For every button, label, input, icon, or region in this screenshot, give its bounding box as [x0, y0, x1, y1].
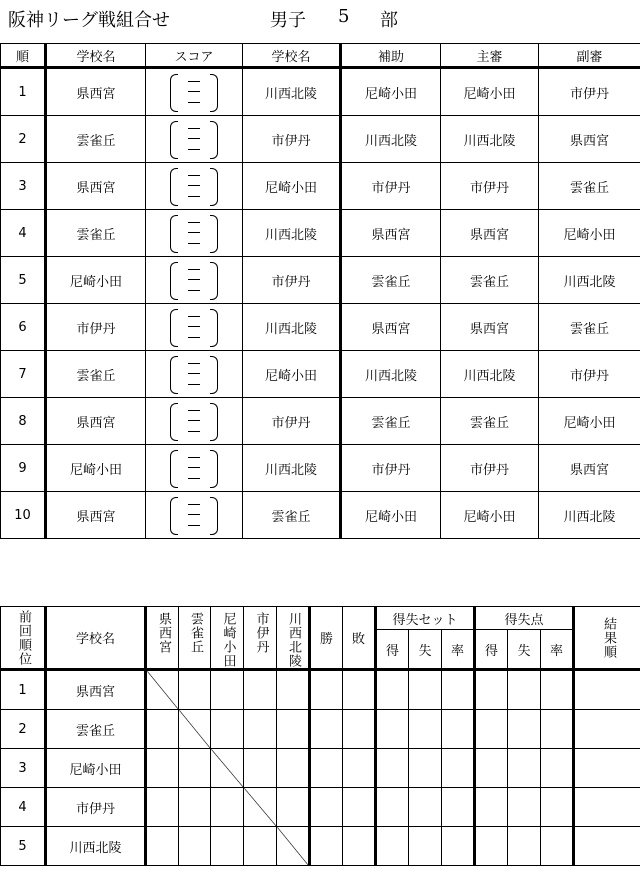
set-lost-cell	[409, 749, 442, 788]
team1-cell: 雲雀丘	[46, 116, 146, 163]
left-bracket	[170, 121, 178, 159]
self-match-cell	[277, 827, 310, 866]
score-line-3	[188, 478, 200, 479]
referee-cell: 尼崎小田	[441, 492, 539, 539]
school-cell: 雲雀丘	[46, 710, 146, 749]
header-no: 順	[1, 44, 46, 68]
opponent-header-text: 雲雀丘	[187, 612, 203, 654]
final-rank-cell	[574, 788, 640, 827]
score-box[interactable]	[146, 257, 242, 303]
result-cell	[211, 710, 244, 749]
aux-cell: 県西宮	[341, 210, 441, 257]
division-label: 男子	[270, 10, 306, 31]
score-cell[interactable]	[146, 398, 243, 445]
score-box[interactable]	[146, 398, 242, 444]
final-rank-cell	[574, 670, 640, 710]
set-won-cell	[376, 749, 409, 788]
prev-rank-cell: 1	[1, 670, 46, 710]
team1-cell: 県西宮	[46, 163, 146, 210]
left-bracket	[170, 356, 178, 394]
assistant-cell: 尼崎小田	[539, 398, 640, 445]
match-number: 4	[1, 210, 46, 257]
opponent-header	[244, 607, 277, 670]
point-lost-cell	[508, 670, 541, 710]
league-title: 阪神リーグ戦組合せ	[8, 10, 170, 31]
set-lost-cell	[409, 788, 442, 827]
aux-cell: 市伊丹	[341, 445, 441, 492]
team2-cell: 尼崎小田	[243, 163, 341, 210]
score-line-3	[188, 149, 200, 150]
point-group-header: 得失点	[475, 607, 574, 630]
result-cell	[277, 749, 310, 788]
score-line-3	[188, 337, 200, 338]
losses-cell	[343, 749, 376, 788]
team1-cell: 尼崎小田	[46, 257, 146, 304]
referee-cell: 市伊丹	[441, 163, 539, 210]
result-cell	[277, 670, 310, 710]
score-line-1	[188, 175, 200, 176]
header-score: スコア	[146, 44, 243, 68]
wins-cell	[310, 749, 343, 788]
prev-rank-cell: 5	[1, 827, 46, 866]
assistant-cell: 雲雀丘	[539, 304, 640, 351]
sub-header: 得	[475, 630, 508, 670]
match-row	[1, 116, 640, 163]
set-won-cell	[376, 710, 409, 749]
score-box[interactable]	[146, 69, 242, 115]
point-won-cell	[475, 710, 508, 749]
set-rate-cell	[442, 827, 475, 866]
assistant-cell: 県西宮	[539, 445, 640, 492]
right-bracket	[210, 450, 218, 488]
school-cell: 市伊丹	[46, 788, 146, 827]
school-header: 学校名	[46, 607, 146, 670]
score-line-2	[188, 279, 200, 280]
aux-cell: 県西宮	[341, 304, 441, 351]
score-line-2	[188, 373, 200, 374]
score-box[interactable]	[146, 304, 242, 350]
left-bracket	[170, 215, 178, 253]
match-row	[1, 163, 640, 210]
result-cell	[277, 788, 310, 827]
match-row	[1, 304, 640, 351]
left-bracket	[170, 450, 178, 488]
score-line-1	[188, 457, 200, 458]
score-cell[interactable]	[146, 492, 243, 539]
point-rate-cell	[541, 827, 574, 866]
assistant-cell: 県西宮	[539, 116, 640, 163]
match-row	[1, 445, 640, 492]
referee-cell: 川西北陵	[441, 351, 539, 398]
sub-header: 率	[541, 630, 574, 670]
set-rate-cell	[442, 670, 475, 710]
opponent-header-text: 尼崎小田	[220, 612, 236, 668]
self-match-cell	[211, 749, 244, 788]
set-rate-cell	[442, 749, 475, 788]
score-line-3	[188, 196, 200, 197]
match-number: 2	[1, 116, 46, 163]
header-school-2: 学校名	[243, 44, 341, 68]
score-line-2	[188, 232, 200, 233]
team2-cell: 市伊丹	[243, 257, 341, 304]
set-won-cell	[376, 788, 409, 827]
referee-cell: 川西北陵	[441, 116, 539, 163]
prev-rank-cell: 2	[1, 710, 46, 749]
result-cell	[146, 827, 179, 866]
match-row	[1, 492, 640, 539]
score-line-3	[188, 384, 200, 385]
match-row	[1, 68, 640, 116]
score-line-2	[188, 467, 200, 468]
losses-cell	[343, 827, 376, 866]
referee-cell: 雲雀丘	[441, 398, 539, 445]
result-cell	[244, 670, 277, 710]
point-won-cell	[475, 670, 508, 710]
set-rate-cell	[442, 788, 475, 827]
result-cell	[211, 788, 244, 827]
school-cell: 尼崎小田	[46, 749, 146, 788]
result-header	[574, 607, 640, 670]
self-match-cell	[179, 710, 211, 749]
score-line-1	[188, 363, 200, 364]
header-aux: 補助	[341, 44, 441, 68]
team1-cell: 県西宮	[46, 492, 146, 539]
aux-cell: 雲雀丘	[341, 257, 441, 304]
score-line-1	[188, 316, 200, 317]
left-bracket	[170, 497, 178, 535]
aux-cell: 川西北陵	[341, 351, 441, 398]
result-cell	[179, 788, 211, 827]
set-rate-cell	[442, 710, 475, 749]
score-box[interactable]	[146, 445, 242, 491]
standings-row	[1, 670, 640, 710]
page-title	[0, 6, 640, 30]
opponent-header-text: 県西宮	[155, 612, 171, 654]
prev-rank-cell: 3	[1, 749, 46, 788]
header-school-1: 学校名	[46, 44, 146, 68]
result-cell	[146, 710, 179, 749]
result-header-text: 結果順	[600, 616, 616, 659]
left-bracket	[170, 309, 178, 347]
score-line-1	[188, 269, 200, 270]
match-number: 8	[1, 398, 46, 445]
wins-cell	[310, 710, 343, 749]
score-line-3	[188, 431, 200, 432]
point-lost-cell	[508, 710, 541, 749]
set-lost-cell	[409, 827, 442, 866]
opponent-header-text: 川西北陵	[285, 612, 301, 668]
header-assistant: 副審	[539, 44, 640, 68]
right-bracket	[210, 74, 218, 112]
standings-header-row	[1, 607, 640, 630]
result-cell	[211, 827, 244, 866]
final-rank-cell	[574, 749, 640, 788]
score-cell[interactable]	[146, 445, 243, 492]
assistant-cell: 雲雀丘	[539, 163, 640, 210]
score-cell[interactable]	[146, 304, 243, 351]
score-line-2	[188, 185, 200, 186]
result-cell	[211, 670, 244, 710]
result-cell	[146, 788, 179, 827]
result-cell	[244, 749, 277, 788]
match-number: 7	[1, 351, 46, 398]
result-cell	[244, 827, 277, 866]
right-bracket	[210, 356, 218, 394]
point-rate-cell	[541, 710, 574, 749]
assistant-cell: 市伊丹	[539, 351, 640, 398]
match-row	[1, 351, 640, 398]
team2-cell: 尼崎小田	[243, 351, 341, 398]
right-bracket	[210, 262, 218, 300]
match-schedule-table	[0, 43, 640, 539]
set-group-header: 得失セット	[376, 607, 475, 630]
referee-cell: 県西宮	[441, 210, 539, 257]
score-cell[interactable]	[146, 116, 243, 163]
team2-cell: 市伊丹	[243, 398, 341, 445]
team2-cell: 川西北陵	[243, 445, 341, 492]
team1-cell: 雲雀丘	[46, 210, 146, 257]
final-rank-cell	[574, 827, 640, 866]
team2-cell: 川西北陵	[243, 304, 341, 351]
score-line-2	[188, 326, 200, 327]
match-number: 1	[1, 68, 46, 116]
referee-cell: 県西宮	[441, 304, 539, 351]
score-box[interactable]	[146, 351, 242, 397]
result-cell	[179, 749, 211, 788]
team1-cell: 市伊丹	[46, 304, 146, 351]
right-bracket	[210, 121, 218, 159]
result-cell	[244, 710, 277, 749]
match-row	[1, 210, 640, 257]
match-number: 3	[1, 163, 46, 210]
aux-cell: 市伊丹	[341, 163, 441, 210]
score-line-1	[188, 222, 200, 223]
point-lost-cell	[508, 827, 541, 866]
opponent-header-text: 市伊丹	[253, 612, 269, 654]
sub-header: 率	[442, 630, 475, 670]
score-box[interactable]	[146, 492, 242, 538]
self-match-cell	[244, 788, 277, 827]
right-bracket	[210, 403, 218, 441]
team2-cell: 市伊丹	[243, 116, 341, 163]
opponent-header	[179, 607, 211, 670]
score-cell[interactable]	[146, 163, 243, 210]
score-line-2	[188, 138, 200, 139]
set-won-cell	[376, 670, 409, 710]
referee-cell: 尼崎小田	[441, 68, 539, 116]
match-number: 9	[1, 445, 46, 492]
left-bracket	[170, 168, 178, 206]
referee-cell: 雲雀丘	[441, 257, 539, 304]
right-bracket	[210, 168, 218, 206]
set-won-cell	[376, 827, 409, 866]
match-row	[1, 398, 640, 445]
match-number: 5	[1, 257, 46, 304]
match-row	[1, 257, 640, 304]
referee-cell: 市伊丹	[441, 445, 539, 492]
header-referee: 主審	[441, 44, 539, 68]
score-cell[interactable]	[146, 257, 243, 304]
opponent-header	[211, 607, 244, 670]
aux-cell: 川西北陵	[341, 116, 441, 163]
losses-header: 敗	[343, 607, 376, 670]
left-bracket	[170, 74, 178, 112]
right-bracket	[210, 497, 218, 535]
standings-row	[1, 788, 640, 827]
score-line-2	[188, 514, 200, 515]
standings-row	[1, 710, 640, 749]
wins-cell	[310, 788, 343, 827]
match-number: 10	[1, 492, 46, 539]
left-bracket	[170, 403, 178, 441]
point-rate-cell	[541, 788, 574, 827]
point-lost-cell	[508, 788, 541, 827]
sub-header: 得	[376, 630, 409, 670]
standings-row	[1, 827, 640, 866]
point-lost-cell	[508, 749, 541, 788]
set-lost-cell	[409, 670, 442, 710]
team1-cell: 県西宮	[46, 68, 146, 116]
score-cell[interactable]	[146, 210, 243, 257]
score-line-1	[188, 128, 200, 129]
aux-cell: 雲雀丘	[341, 398, 441, 445]
score-cell[interactable]	[146, 351, 243, 398]
score-line-3	[188, 102, 200, 103]
point-won-cell	[475, 749, 508, 788]
assistant-cell: 川西北陵	[539, 257, 640, 304]
score-line-3	[188, 290, 200, 291]
right-bracket	[210, 309, 218, 347]
sub-header: 失	[409, 630, 442, 670]
score-line-1	[188, 410, 200, 411]
team2-cell: 川西北陵	[243, 68, 341, 116]
school-cell: 川西北陵	[46, 827, 146, 866]
assistant-cell: 市伊丹	[539, 68, 640, 116]
score-line-3	[188, 243, 200, 244]
score-line-1	[188, 81, 200, 82]
opponent-header	[146, 607, 179, 670]
sub-header: 失	[508, 630, 541, 670]
score-line-1	[188, 504, 200, 505]
school-cell: 県西宮	[46, 670, 146, 710]
aux-cell: 尼崎小田	[341, 492, 441, 539]
score-box[interactable]	[146, 210, 242, 256]
point-won-cell	[475, 827, 508, 866]
team1-cell: 県西宮	[46, 398, 146, 445]
division-number: 5	[338, 6, 350, 27]
prev-rank-header-text: 前回順位	[15, 609, 31, 666]
point-rate-cell	[541, 749, 574, 788]
wins-cell	[310, 827, 343, 866]
score-box[interactable]	[146, 163, 242, 209]
result-cell	[146, 749, 179, 788]
score-cell[interactable]	[146, 68, 243, 116]
team1-cell: 雲雀丘	[46, 351, 146, 398]
standings-table	[0, 606, 640, 866]
losses-cell	[343, 670, 376, 710]
left-bracket	[170, 262, 178, 300]
losses-cell	[343, 788, 376, 827]
assistant-cell: 川西北陵	[539, 492, 640, 539]
score-line-2	[188, 420, 200, 421]
right-bracket	[210, 215, 218, 253]
score-box[interactable]	[146, 116, 242, 162]
result-cell	[277, 710, 310, 749]
score-line-2	[188, 91, 200, 92]
wins-cell	[310, 670, 343, 710]
score-line-3	[188, 525, 200, 526]
assistant-cell: 尼崎小田	[539, 210, 640, 257]
point-rate-cell	[541, 670, 574, 710]
self-match-cell	[146, 670, 179, 710]
result-cell	[179, 670, 211, 710]
standings-row	[1, 749, 640, 788]
match-header-row	[1, 44, 640, 68]
team2-cell: 川西北陵	[243, 210, 341, 257]
prev-rank-cell: 4	[1, 788, 46, 827]
team1-cell: 尼崎小田	[46, 445, 146, 492]
match-number: 6	[1, 304, 46, 351]
team2-cell: 雲雀丘	[243, 492, 341, 539]
losses-cell	[343, 710, 376, 749]
set-lost-cell	[409, 710, 442, 749]
point-won-cell	[475, 788, 508, 827]
division-unit: 部	[380, 10, 398, 31]
final-rank-cell	[574, 710, 640, 749]
prev-rank-header	[1, 607, 46, 670]
result-cell	[179, 827, 211, 866]
opponent-header	[277, 607, 310, 670]
wins-header: 勝	[310, 607, 343, 670]
aux-cell: 尼崎小田	[341, 68, 441, 116]
